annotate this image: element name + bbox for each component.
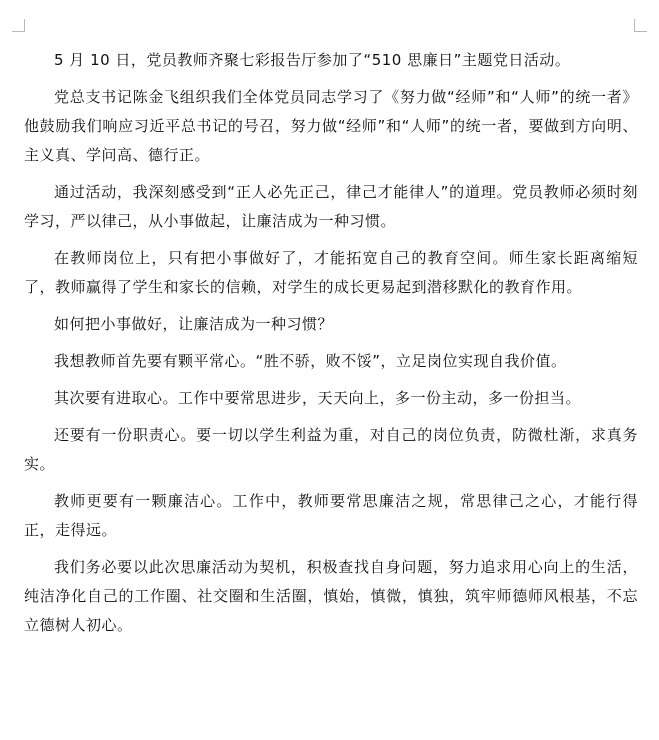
paragraph-ambition: 其次要有进取心。工作中要常思进步，天天向上，多一份主动，多一份担当。: [54, 389, 582, 407]
paragraph-ordinary-heart: 我想教师首先要有颗平常心。“胜不骄，败不馁”，立足岗位实现自我价值。: [54, 352, 567, 370]
paragraph-integrity: 教师更要有一颗廉洁心。工作中，教师要常思廉洁之规，常思律己之心，才能行得正，走得远。: [24, 492, 638, 539]
paragraph-responsibility: 还要有一份职责心。要一切以学生利益为重，对自己的岗位负责，防微杜渐，求真务实。: [24, 426, 638, 473]
paragraph-conclusion: 我们务必要以此次思廉活动为契机，积极查找自身问题，努力追求用心向上的生活，纯洁净化自己的工作圈、社交圈和生活圈，慎始，慎微，慎独，筑牢师德师风根基，不忘立德树人初心。: [24, 558, 638, 634]
page-corner-mark-right: [634, 19, 647, 32]
paragraph-teacher-role: 在教师岗位上，只有把小事做好了，才能拓宽自己的教育空间。师生家长距离缩短了，教师赢得了学生和家长的信赖，对学生的成长更易起到潜移默化的教育作用。: [24, 249, 638, 296]
paragraph-study-session: 党总支书记陈金飞组织我们全体党员同志学习了《努力做“经师”和“人师”的统一者》他鼓励我们响应习近平总书记的号召，努力做“经师”和“人师”的统一者，要做到方向明、主义真、学问高、德行正。: [24, 88, 638, 164]
paragraph-question: 如何把小事做好，让廉洁成为一种习惯？: [54, 315, 334, 333]
paragraph-event-date: 5 月 10 日，党员教师齐聚七彩报告厅参加了“510 思廉日”主题党日活动。: [54, 51, 571, 69]
page-corner-mark-left: [12, 19, 25, 32]
document-body: [24, 46, 638, 648]
paragraph-reflection: 通过活动，我深刻感受到“正人必先正己，律己才能律人”的道理。党员教师必须时刻学习，严以律己，从小事做起，让廉洁成为一种习惯。: [24, 183, 638, 230]
